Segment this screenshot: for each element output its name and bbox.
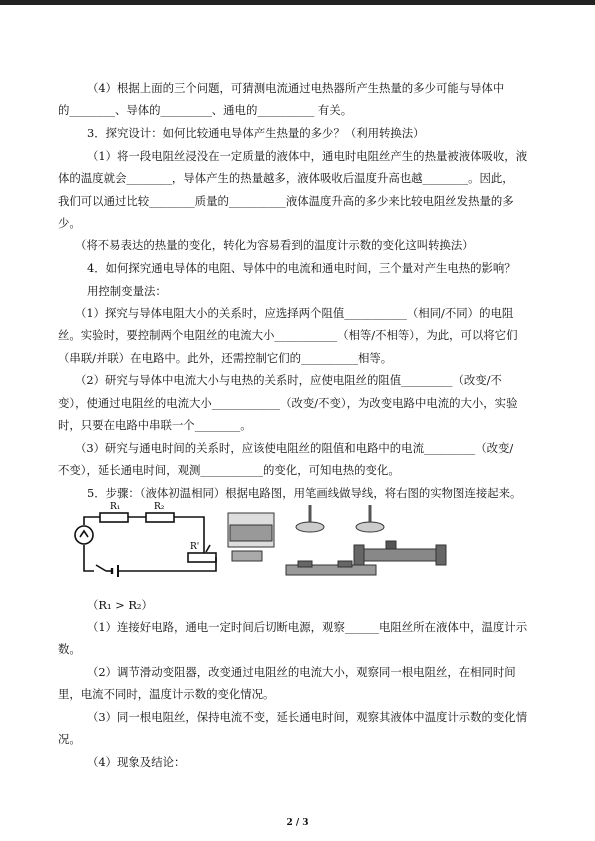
text-line: 里，电流不同时，温度计示数的变化情况。	[58, 687, 275, 701]
page-number: 2 / 3	[286, 818, 309, 828]
text-line: 3．探究设计：如何比较通电导体产生热量的多少？（利用转换法）	[87, 126, 425, 140]
rheostat	[188, 553, 216, 562]
text-line: 变），使通过电阻丝的电流大小____________（改变/不变），为改变电路中电流的大小，实验	[58, 396, 518, 410]
text-line: （2）研究与导体中电流大小与电热的关系时，应使电阻丝的阻值_________（改变/不	[75, 373, 502, 387]
text-line: （1）连接好电路，通电一定时间后切断电源，观察______电阻丝所在液体中，温度计示	[87, 620, 528, 634]
top-border	[0, 0, 595, 5]
text-line: 的________、导体的_________、通电的__________ 有关。	[58, 103, 353, 117]
text-line: （串联/并联）在电路中。此外，还需控制它们的__________相等。	[58, 351, 393, 365]
text-line: 体的温度就会________，导体产生的热量越多，液体吸收后温度升高也越________。因此，	[58, 171, 514, 185]
label-rx: R'	[190, 542, 200, 552]
text-line: 我们可以通过比较________质量的__________液体温度升高的多少来比较电阻丝发热量的多	[58, 194, 514, 208]
resistor-r2	[146, 513, 174, 522]
text-line: （2）调节滑动变阻器，改变通过电阻丝的电流大小，观察同一根电阻丝，在相同时间	[87, 665, 516, 679]
text-line: 数。	[58, 642, 81, 656]
text-line: （1）将一段电阻丝浸没在一定质量的液体中，通电时电阻丝产生的热量被液体吸收，液	[87, 149, 528, 163]
text-line: （4）现象及结论：	[87, 755, 186, 769]
text-line: （3）研究与通电时间的关系时，应该使电阻丝的阻值和电路中的电流_________（改变/	[75, 441, 514, 455]
text-line: 少。	[58, 216, 81, 230]
text-line: 时，只要在电路中串联一个________。	[58, 418, 252, 432]
text-line: 不变），延长通电时间，观测___________的变化，可知电热的变化。	[58, 463, 400, 477]
resistor-r1	[100, 513, 128, 522]
circuit-and-apparatus-figure	[70, 495, 510, 585]
text-line: 4．如何探究通电导体的电阻、导体中的电流和通电时间，三个量对产生电热的影响？	[87, 261, 516, 275]
galvanometer-icon	[75, 526, 93, 544]
text-line: 用控制变量法：	[87, 284, 167, 298]
text-line: （R₁ > R₂）	[87, 598, 153, 612]
label-r1: R₁	[110, 502, 121, 512]
text-line: （4）根据上面的三个问题，可猜测电流通过电热器所产生热量的多少可能与导体中	[87, 81, 505, 95]
text-line: （3）同一根电阻丝，保持电流不变，延长通电时间，观察其液体中温度计示数的变化情	[87, 710, 528, 724]
text-line: 5．步骤：（液体初温相同）根据电路图，用笔画线做导线，将右图的实物图连接起来。	[87, 486, 522, 500]
label-r2: R₂	[154, 502, 165, 512]
text-line: 丝。实验时，要控制两个电阻丝的电流大小___________（相等/不相等），为此，可以将它们	[58, 328, 518, 342]
apparatus-sketch	[228, 505, 446, 575]
text-line: 况。	[58, 732, 81, 746]
text-line: （1）探究与导体电阻大小的关系时，应选择两个阻值___________（相同/不同）的电阻	[75, 306, 514, 320]
text-line: （将不易表达的热量的变化，转化为容易看到的温度计示数的变化这叫转换法）	[75, 238, 474, 252]
